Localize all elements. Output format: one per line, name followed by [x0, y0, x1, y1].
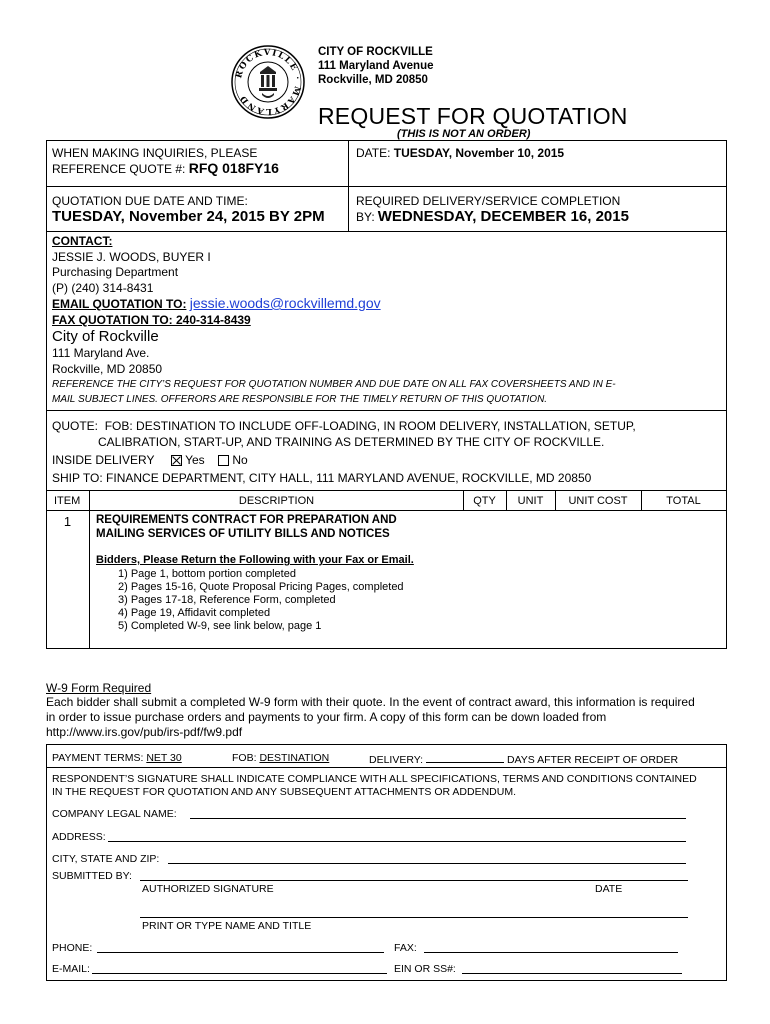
company-name-label: COMPANY LEGAL NAME: [52, 808, 177, 820]
company-name-field[interactable] [190, 818, 686, 819]
delivery-completion-label: REQUIRED DELIVERY/SERVICE COMPLETION [356, 194, 621, 208]
city-name: CITY OF ROCKVILLE [318, 46, 433, 58]
phone-field[interactable] [97, 952, 384, 953]
inside-delivery-no-checkbox[interactable] [218, 455, 229, 466]
table-header-unit-cost: UNIT COST [568, 495, 628, 507]
ein-label: EIN OR SS#: [394, 963, 456, 975]
item-title-line2: MAILING SERVICES OF UTILITY BILLS AND NOTICES [96, 528, 390, 540]
contact-phone: (P) (240) 314-8431 [52, 280, 154, 295]
inquiry-label-line1: WHEN MAKING INQUIRIES, PLEASE [52, 146, 258, 160]
phone-label: PHONE: [52, 942, 93, 954]
authorized-signature-label: AUTHORIZED SIGNATURE [142, 883, 274, 895]
inside-delivery-yes-checkbox[interactable] [171, 455, 182, 466]
city-state-zip-field[interactable] [168, 863, 686, 864]
print-name-field[interactable] [140, 917, 688, 918]
return-item: 1) Page 1, bottom portion completed [118, 568, 296, 580]
days-after-receipt-label: DAYS AFTER RECEIPT OF ORDER [506, 754, 679, 766]
return-item: 4) Page 19, Affidavit completed [118, 607, 271, 619]
page-subtitle: (THIS IS NOT AN ORDER) [397, 128, 531, 140]
fob-label: FOB: [232, 752, 257, 764]
table-header-description: DESCRIPTION [238, 495, 315, 507]
quote-terms-line1: FOB: DESTINATION TO INCLUDE OFF-LOADING, IN ROOM DELIVERY, INSTALLATION, SETUP, [104, 419, 636, 433]
w9-text-line1: Each bidder shall submit a completed W-9 form with their quote. In the event of contract award, this information is required [46, 695, 695, 709]
email-quotation-label: EMAIL QUOTATION TO: [52, 297, 187, 311]
fob-value: DESTINATION [259, 752, 330, 764]
w9-link[interactable]: http://www.irs.gov/pub/irs-pdf/fw9.pdf [46, 725, 243, 739]
contact-citystate: Rockville, MD 20850 [52, 361, 163, 376]
signature-date-label: DATE [595, 883, 623, 895]
return-item: 3) Pages 17-18, Reference Form, completed [118, 594, 336, 606]
fax-field[interactable] [424, 952, 678, 953]
inside-delivery-label: INSIDE DELIVERY [52, 453, 155, 467]
bidders-heading: Bidders, Please Return the Following with your Fax or Email. [96, 554, 414, 566]
fax-label: FAX: [394, 942, 417, 954]
payment-terms-label: PAYMENT TERMS: [52, 752, 144, 764]
return-item: 2) Pages 15-16, Quote Proposal Pricing Pages, completed [118, 581, 404, 593]
payment-terms-value: NET 30 [146, 752, 182, 764]
contact-street: 111 Maryland Ave. [52, 346, 150, 360]
contact-heading: CONTACT: [52, 234, 113, 248]
w9-heading: W-9 Form Required [46, 681, 152, 695]
return-item: 5) Completed W-9, see link below, page 1 [118, 620, 322, 632]
contact-organization: City of Rockville [52, 328, 159, 345]
contact-name: JESSIE J. WOODS, BUYER I [52, 249, 211, 264]
email-field[interactable] [92, 973, 387, 974]
date-value: TUESDAY, November 10, 2015 [393, 146, 565, 160]
due-date-label: QUOTATION DUE DATE AND TIME: [52, 194, 248, 208]
submitted-by-label: SUBMITTED BY: [52, 870, 132, 882]
email-label: E-MAIL: [52, 963, 90, 975]
contact-email-link[interactable]: jessie.woods@rockvillemd.gov [189, 295, 381, 311]
fax-reference-note-line2: MAIL SUBJECT LINES. OFFERORS ARE RESPONSIBLE FOR THE TIMELY RETURN OF THIS QUOTATION. [52, 394, 548, 405]
delivery-by-label: BY: [356, 210, 375, 224]
respondent-statement-line2: IN THE REQUEST FOR QUOTATION AND ANY SUBSEQUENT ATTACHMENTS OR ADDENDUM. [52, 786, 517, 798]
no-label: No [232, 453, 248, 467]
quote-terms-line2: CALIBRATION, START-UP, AND TRAINING AS DETERMINED BY THE CITY OF ROCKVILLE. [98, 435, 605, 449]
address-field[interactable] [108, 841, 686, 842]
city-address-line1: 111 Maryland Avenue [318, 60, 434, 72]
ein-field[interactable] [462, 973, 682, 974]
delivery-label: DELIVERY: [369, 754, 424, 766]
fax-quotation-label: FAX QUOTATION TO: 240-314-8439 [52, 312, 251, 327]
table-header-unit: UNIT [517, 495, 544, 507]
table-header-item: ITEM [54, 495, 81, 507]
item-number: 1 [63, 514, 72, 529]
quote-label: QUOTE: [52, 419, 99, 433]
delivery-days-field[interactable] [426, 752, 504, 763]
table-header-qty: QTY [473, 495, 496, 507]
print-name-label: PRINT OR TYPE NAME AND TITLE [142, 920, 312, 932]
city-address-line2: Rockville, MD 20850 [318, 74, 428, 86]
contact-department: Purchasing Department [52, 265, 179, 279]
ship-to: SHIP TO: FINANCE DEPARTMENT, CITY HALL, 111 MARYLAND AVENUE, ROCKVILLE, MD 20850 [52, 471, 592, 485]
table-header-total: TOTAL [666, 495, 701, 507]
fax-reference-note-line1: REFERENCE THE CITY’S REQUEST FOR QUOTATION NUMBER AND DUE DATE ON ALL FAX COVERSHEETS AND IN E- [52, 379, 616, 390]
respondent-statement-line1: RESPONDENT’S SIGNATURE SHALL INDICATE COMPLIANCE WITH ALL SPECIFICATIONS, TERMS AND CONDITIONS CONTAINED [52, 773, 697, 785]
svg-text:ROCKVILLE · MARYLAND: ROCKVILLE · MARYLAND [234, 47, 303, 117]
authorized-signature-field[interactable] [140, 880, 688, 881]
city-seal-icon [230, 44, 306, 120]
due-date-value: TUESDAY, November 24, 2015 BY 2PM [52, 208, 325, 225]
yes-label: Yes [185, 453, 205, 467]
city-state-zip-label: CITY, STATE AND ZIP: [52, 853, 160, 865]
address-label: ADDRESS: [52, 831, 106, 843]
date-label: DATE: [356, 146, 391, 160]
item-title-line1: REQUIREMENTS CONTRACT FOR PREPARATION AND [96, 514, 397, 526]
delivery-completion-value: WEDNESDAY, DECEMBER 16, 2015 [377, 208, 629, 225]
inquiry-label-line2: REFERENCE QUOTE #: [52, 162, 186, 176]
page-title: REQUEST FOR QUOTATION [318, 103, 628, 129]
w9-text-line2: in order to issue purchase orders and payments to your firm. A copy of this form can be down loaded from [46, 710, 607, 724]
quote-number: RFQ 018FY16 [188, 160, 279, 176]
